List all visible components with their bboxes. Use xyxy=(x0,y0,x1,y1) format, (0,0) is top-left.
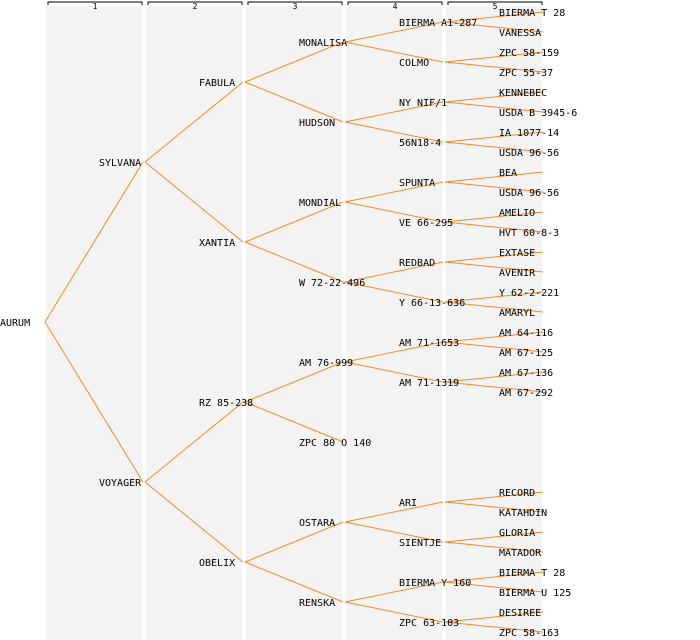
variety-label: AM 76-999 xyxy=(299,358,354,369)
variety-label: ZPC 58-163 xyxy=(499,628,560,639)
variety-label: BIERMA T 28 xyxy=(499,568,566,579)
variety-label: EXTASE xyxy=(499,248,536,259)
variety-label: ZPC 58-159 xyxy=(499,48,560,59)
variety-label: USDA 96-56 xyxy=(499,188,560,199)
variety-label: MONDIAL xyxy=(299,198,342,209)
variety-label: BIERMA A1-287 xyxy=(399,18,478,29)
variety-label: USDA B 3945-6 xyxy=(499,108,578,119)
variety-label: MATADOR xyxy=(499,548,542,559)
variety-label: AM 67-136 xyxy=(499,368,554,379)
variety-label: BIERMA Y 160 xyxy=(399,578,472,589)
variety-label: HVT 60-8-3 xyxy=(499,228,560,239)
generation-number: 1 xyxy=(92,2,98,11)
generation-number: 4 xyxy=(392,2,398,11)
variety-label: FABULA xyxy=(199,78,236,89)
variety-label: ZPC 55-37 xyxy=(499,68,554,79)
variety-label: KENNEBEC xyxy=(499,88,548,99)
variety-label: SPUNTA xyxy=(399,178,436,189)
variety-label: KATAHDIN xyxy=(499,508,548,519)
generation-columns xyxy=(46,6,542,640)
generation-number: 2 xyxy=(192,2,198,11)
variety-label: ARI xyxy=(399,498,418,509)
variety-label: AM 67-125 xyxy=(499,348,554,359)
variety-label: NY NIF/1 xyxy=(399,98,448,109)
generation-column-1 xyxy=(46,6,142,640)
variety-label: Y 62-2-221 xyxy=(499,288,560,299)
variety-label: BEA xyxy=(499,168,518,179)
variety-label: ZPC 80 O 140 xyxy=(299,438,372,449)
variety-label: AVENIR xyxy=(499,268,536,279)
variety-label: USDA 96-56 xyxy=(499,148,560,159)
variety-label: BIERMA U 125 xyxy=(499,588,572,599)
variety-label: OSTARA xyxy=(299,518,336,529)
variety-label: VANESSA xyxy=(499,28,542,39)
variety-label: 56N18-4 xyxy=(399,138,442,149)
variety-label: SIENTJE xyxy=(399,538,442,549)
variety-label: COLMO xyxy=(399,58,430,69)
generation-number: 3 xyxy=(292,2,298,11)
variety-label: W 72-22-496 xyxy=(299,278,366,289)
variety-label: RENSKA xyxy=(299,598,336,609)
variety-label: VE 66-295 xyxy=(399,218,454,229)
variety-label: Y 66-13-636 xyxy=(399,298,466,309)
variety-label: VOYAGER xyxy=(99,478,142,489)
generation-number: 5 xyxy=(492,2,498,11)
variety-label: RECORD xyxy=(499,488,536,499)
variety-label: AM 67-292 xyxy=(499,388,554,399)
variety-label: XANTIA xyxy=(199,238,236,249)
variety-label: AM 64-116 xyxy=(499,328,554,339)
generation-column-5 xyxy=(446,6,542,640)
variety-label: RZ 85-238 xyxy=(199,398,254,409)
variety-label: HUDSON xyxy=(299,118,336,129)
root-variety-label: AURUM xyxy=(0,318,31,329)
variety-label: IA 1077-14 xyxy=(499,128,560,139)
variety-label: AMELIO xyxy=(499,208,536,219)
variety-label: BIERMA T 28 xyxy=(499,8,566,19)
variety-label: DESIREE xyxy=(499,608,542,619)
variety-label: SYLVANA xyxy=(99,158,142,169)
generation-column-2 xyxy=(146,6,242,640)
variety-label: OBELIX xyxy=(199,558,236,569)
generation-column-3 xyxy=(246,6,342,640)
variety-label: ZPC 63-103 xyxy=(399,618,460,629)
variety-label: REDBAD xyxy=(399,258,436,269)
variety-label: AM 71-1319 xyxy=(399,378,460,389)
variety-label: GLORIA xyxy=(499,528,536,539)
variety-label: AMARYL xyxy=(499,308,536,319)
variety-label: MONALISA xyxy=(299,38,348,49)
variety-label: AM 71-1653 xyxy=(399,338,460,349)
